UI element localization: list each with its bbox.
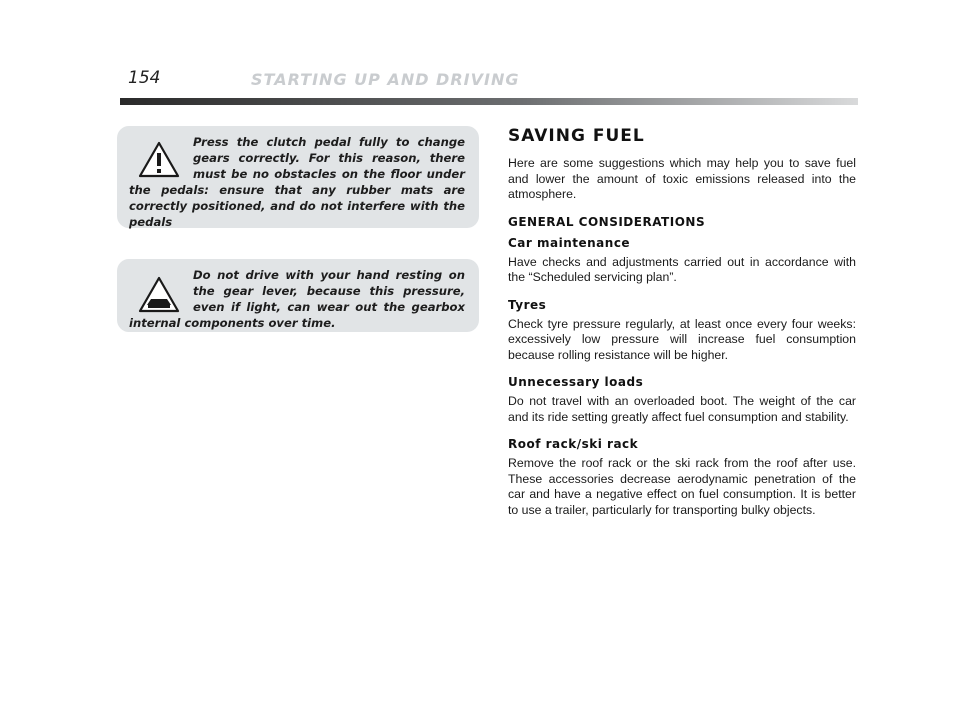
- caution-note-gear-lever: [117, 259, 479, 332]
- article-title: SAVING FUEL: [508, 126, 645, 146]
- section-heading-car-maintenance: Car maintenance: [508, 235, 631, 250]
- section-title: STARTING UP AND DRIVING: [251, 70, 520, 89]
- section-heading-unnecessary-loads: Unnecessary loads: [508, 375, 644, 389]
- section-text-tyres: Check tyre pressure regularly, at least once every four weeks: excessively low pressure will increase fuel consumption because rolling resistance will be higher.: [508, 316, 856, 362]
- note-body: [117, 259, 479, 331]
- intro-paragraph: Here are some suggestions which may help you to save fuel and lower the amount of toxic emissions released into the atmosphere.: [508, 156, 856, 201]
- section-text-car-maintenance: Have checks and adjustments carried out in accordance with the “Scheduled servicing plan”.: [508, 254, 856, 284]
- note-text-gear-lever: Do not drive with your hand resting on the gear lever, because this pressure, even if light, can wear out the gearbox internal components over time.: [129, 268, 465, 330]
- section-heading-tyres: Tyres: [508, 297, 547, 312]
- section-text-unnecessary-loads: Do not travel with an overloaded boot. The weight of the car and its ride setting greatly affect fuel consumption and stability.: [508, 394, 856, 424]
- header-divider: [120, 98, 858, 105]
- saving-fuel-article: [508, 126, 856, 518]
- note-text-clutch: Press the clutch pedal fully to change gears correctly. For this reason, there must be no obstacles on the floor under the pedals: ensure that any rubber mats are correctly positioned, and do not interfere with the pedals: [129, 135, 465, 229]
- page-header: [128, 68, 160, 88]
- warning-note-clutch: [117, 126, 479, 228]
- warning-triangle-icon: [137, 140, 181, 180]
- page-number: 154: [128, 68, 161, 88]
- general-considerations-heading: GENERAL CONSIDERATIONS: [508, 214, 706, 229]
- section-heading-roof-rack: Roof rack/ski rack: [508, 437, 639, 451]
- car-hazard-icon: [137, 275, 181, 315]
- section-text-roof-rack: Remove the roof rack or the ski rack from the roof after use. These accessories decrease aerodynamic penetration of the car and have a negative effect on fuel consumption. It is better to use a trailer, particularly for transporting bulky objects.: [508, 456, 856, 517]
- note-body: [117, 126, 479, 230]
